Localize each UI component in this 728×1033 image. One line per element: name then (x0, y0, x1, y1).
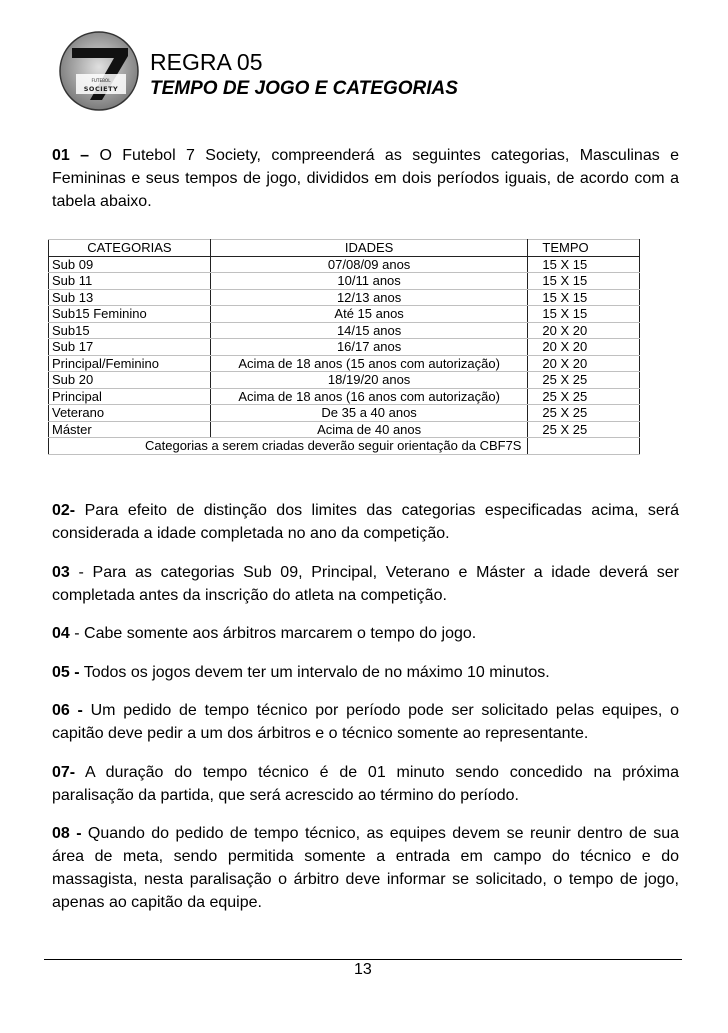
cell-category: Sub 09 (49, 256, 211, 273)
table-footer-note: Categorias a serem criadas deverão seguir orientação da CBF7S (49, 438, 528, 455)
cell-category: Principal/Feminino (49, 355, 211, 372)
paragraph-number: 03 (52, 564, 70, 581)
paragraph-number: 07- (52, 764, 76, 781)
cell-category: Sub15 (49, 322, 211, 339)
svg-text:FUTEBOL: FUTEBOL (91, 78, 111, 83)
paragraph-text: A duração do tempo técnico é de 01 minuto sendo concedido na próxima paralisação da partida, que será acrescido ao término do período. (52, 764, 679, 804)
cell-ages: Até 15 anos (210, 306, 528, 323)
table-footer-row (49, 438, 640, 455)
paragraph-text: - Para as categorias Sub 09, Principal, Veterano e Máster a idade deverá ser completada antes da inscrição do atleta na competição. (52, 564, 679, 604)
table-row (49, 388, 640, 405)
paragraph-02 (52, 499, 679, 545)
categories-table (48, 239, 640, 455)
cell-category: Sub 13 (49, 289, 211, 306)
cell-time: 15 X 15 (528, 256, 640, 273)
paragraph-number: 08 - (52, 825, 82, 842)
paragraph-03 (52, 561, 679, 607)
cell-category: Principal (49, 388, 211, 405)
paragraph-text: - Cabe somente aos árbitros marcarem o tempo do jogo. (69, 625, 477, 642)
table-row (49, 306, 640, 323)
paragraph-number: 05 - (52, 664, 80, 681)
cell-category: Veterano (49, 405, 211, 422)
cell-ages: 07/08/09 anos (210, 256, 528, 273)
paragraph-07 (52, 761, 679, 807)
cell-category: Sub15 Feminino (49, 306, 211, 323)
cell-ages: Acima de 18 anos (15 anos com autorização) (210, 355, 528, 372)
cell-category: Sub 17 (49, 339, 211, 356)
federation-logo (58, 30, 140, 112)
svg-text:SOCIETY: SOCIETY (83, 85, 119, 93)
cell-category: Máster (49, 421, 211, 438)
header-tempo: TEMPO (528, 240, 640, 257)
paragraph-number: 02- (52, 502, 76, 519)
paragraph-text: O Futebol 7 Society, compreenderá as seguintes categorias, Masculinas e Femininas e seus tempos de jogo, divididos em dois períodos iguais, de acordo com a tabela abaixo. (52, 147, 680, 210)
table-header-row (49, 240, 640, 257)
paragraph-08 (52, 822, 679, 914)
paragraph-04 (52, 622, 679, 645)
table-row (49, 289, 640, 306)
paragraph-06 (52, 699, 679, 745)
paragraph-01 (52, 144, 679, 213)
page-number: 13 (354, 961, 372, 978)
cell-time: 25 X 25 (528, 372, 640, 389)
paragraph-text: Um pedido de tempo técnico por período pode ser solicitado pelas equipes, o capitão deve pedir a um dos árbitros e o técnico somente ao representante. (52, 702, 679, 742)
paragraph-text: Todos os jogos devem ter um intervalo de no máximo 10 minutos. (79, 664, 550, 681)
table-row (49, 339, 640, 356)
table-row (49, 256, 640, 273)
paragraph-text: Para efeito de distinção dos limites das categorias especificadas acima, será considerada a idade completada no ano da competição. (52, 502, 679, 542)
table-row (49, 405, 640, 422)
paragraph-05 (52, 661, 679, 684)
header-idades: IDADES (210, 240, 528, 257)
cell-ages: De 35 a 40 anos (210, 405, 528, 422)
cell-time: 15 X 15 (528, 273, 640, 290)
cell-category: Sub 20 (49, 372, 211, 389)
table-row (49, 273, 640, 290)
cell-time: 20 X 20 (528, 339, 640, 356)
rule-number: REGRA 05 (150, 49, 263, 75)
cell-ages: Acima de 40 anos (210, 421, 528, 438)
cell-ages: 14/15 anos (210, 322, 528, 339)
table-footer-empty (528, 438, 640, 455)
cell-time: 20 X 20 (528, 322, 640, 339)
cell-time: 25 X 25 (528, 388, 640, 405)
cell-time: 15 X 15 (528, 306, 640, 323)
paragraph-text: Quando do pedido de tempo técnico, as equipes devem se reunir dentro de sua área de meta, sendo permitida somente a entrada em campo do técnico e do massagista, nesta paralisação o árbitro deve informar se solicitado, o tempo de jogo, apenas ao capitão da equipe. (52, 825, 680, 911)
paragraph-number: 06 - (52, 702, 83, 719)
table-row (49, 372, 640, 389)
cell-time: 25 X 25 (528, 421, 640, 438)
paragraph-number: 04 (52, 625, 70, 642)
table-row (49, 322, 640, 339)
header-categorias: CATEGORIAS (49, 240, 211, 257)
cell-category: Sub 11 (49, 273, 211, 290)
cell-ages: 16/17 anos (210, 339, 528, 356)
cell-ages: 12/13 anos (210, 289, 528, 306)
cell-time: 15 X 15 (528, 289, 640, 306)
paragraph-number: 01 – (52, 147, 90, 164)
cell-time: 25 X 25 (528, 405, 640, 422)
cell-ages: 18/19/20 anos (210, 372, 528, 389)
table-row (49, 355, 640, 372)
table-row (49, 421, 640, 438)
cell-ages: 10/11 anos (210, 273, 528, 290)
rule-title: TEMPO DE JOGO E CATEGORIAS (150, 78, 458, 99)
cell-ages: Acima de 18 anos (16 anos com autorização) (210, 388, 528, 405)
cell-time: 20 X 20 (528, 355, 640, 372)
